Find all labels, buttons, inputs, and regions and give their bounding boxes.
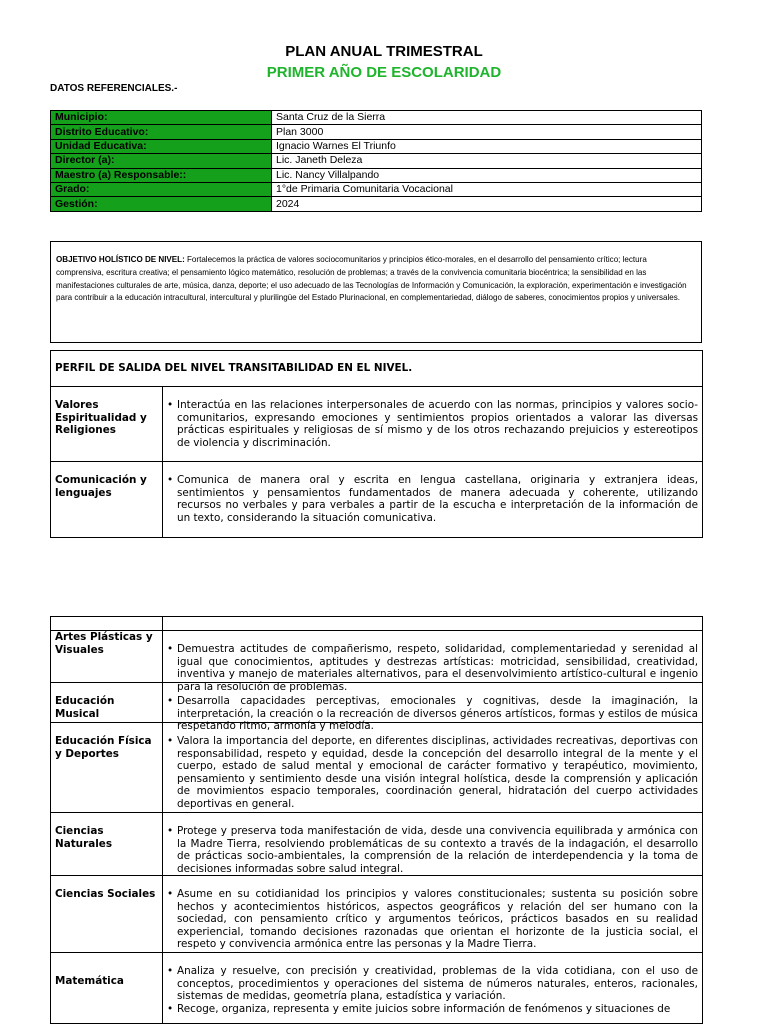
- area-description: [163, 462, 702, 537]
- section-label: DATOS REFERENCIALES.-: [50, 83, 178, 94]
- empty-cell: [51, 617, 163, 630]
- datos-referenciales-table: [50, 110, 702, 212]
- area-label: Valores Espiritualidad y Religiones: [51, 387, 163, 461]
- area-label: Ciencias Sociales: [51, 876, 163, 952]
- document-subtitle: PRIMER AÑO DE ESCOLARIDAD: [266, 64, 502, 81]
- area-description: [163, 723, 702, 812]
- row-key: Distrito Educativo:: [51, 125, 272, 139]
- list-item: • Interactúa en las relaciones interpersonales de acuerdo con las normas, principios y valores socio-comunitarios, expresando emociones y sentimientos propios orientados a valorar las diversas prácticas espirituales y religiosas de sí mismo y de los otros rechazando prejuicios y estereotipos de violencia y discriminación.: [167, 399, 698, 449]
- list-item: • Analiza y resuelve, con precisión y creatividad, problemas de la vida cotidiana, con el uso de conceptos, procedimientos y operaciones del sistema de números naturales, enteros, racionales, sistemas de medidas, geometría plana, estadística y variación.: [167, 965, 698, 1003]
- row-key: Municipio:: [51, 111, 272, 125]
- area-description: [163, 387, 702, 461]
- table-row: [51, 182, 702, 196]
- row-value: Lic. Janeth Deleza: [272, 154, 702, 168]
- row-value: 2024: [272, 197, 702, 211]
- table-row: [51, 462, 702, 537]
- area-label: Matemática: [51, 953, 163, 1023]
- perfil-header: PERFIL DE SALIDA DEL NIVEL TRANSITABILIDAD EN EL NIVEL.: [51, 351, 702, 387]
- table-row: [51, 197, 702, 211]
- list-item: • Recoge, organiza, representa y emite juicios sobre información de fenómenos y situaciones de: [167, 1003, 698, 1016]
- area-description: [163, 876, 702, 952]
- row-value: Plan 3000: [272, 125, 702, 139]
- list-item: • Demuestra actitudes de compañerismo, respeto, solidaridad, complementariedad y serenidad al igual que conocimientos, aptitudes y destrezas artísticas: motricidad, sensibilidad, creatividad, inventiva y manejo de materiales alternativos, para el desenvolvimiento artístico-cultural e ingenio para la resolución de problemas.: [167, 643, 698, 693]
- table-row: [51, 953, 702, 1023]
- area-label: Ciencias Naturales: [51, 813, 163, 875]
- row-value: Santa Cruz de la Sierra: [272, 111, 702, 125]
- row-key: Director (a):: [51, 154, 272, 168]
- table-row: [51, 168, 702, 182]
- table-row: [51, 617, 702, 631]
- area-label: Educación Musical: [51, 683, 163, 722]
- table-row: [51, 876, 702, 953]
- area-label: Educación Física y Deportes: [51, 723, 163, 812]
- table-row: [51, 723, 702, 813]
- row-key: Gestión:: [51, 197, 272, 211]
- table-row: [51, 813, 702, 876]
- row-value: Lic. Nancy Villalpando: [272, 168, 702, 182]
- list-item: • Valora la importancia del deporte, en diferentes disciplinas, actividades recreativas, deportivas con responsabilidad, respeto y equidad, desde la concepción del desarrollo integral de la mente y el cuerpo, estado de salud mental y emocional de carácter formativo y terapéutico, movimiento, pensamiento y sentimiento desde una visión integral holística, desde la comprensión y aplicación de movimientos espacio temporales, coordinación general, hidratación del cuerpo actividades deportivas en general.: [167, 735, 698, 811]
- perfil-salida-table-continued: [50, 616, 703, 1024]
- empty-cell: [163, 617, 702, 630]
- row-value: 1°de Primaria Comunitaria Vocacional: [272, 182, 702, 196]
- objetivo-text: Fortalecemos la práctica de valores sociocomunitarios y principios ético-morales, en el desarrollo del pensamiento crítico; lectura comprensiva, escritura creativa; el pensamiento lógico matemático, resolución de problemas; a través de la convivencia comunitaria biocéntrica; la sensibilidad en las manifestaciones culturales de arte, música, danza, deporte; el uso adecuado de las Tecnologías de Información y Comunicación, la exploración, experimentación e investigación para contribuir a la educación intracultural, intercultural y plurilingüe del Estado Plurinacional, en complementariedad, diálogo de saberes, conocimientos propios y universales.: [56, 255, 687, 303]
- list-item: • Asume en su cotidianidad los principios y valores constitucionales; sustenta su posición sobre hechos y acontecimientos históricos, aspectos geográficos y relación del ser humano con la sociedad, con pensamiento crítico y argumentos teóricos, prácticos basados en su realidad experiencial, tomando decisiones razonadas que orientan el horizonte de la justicia social, el respeto y convivencia armónica entre las personas y la Madre Tierra.: [167, 888, 698, 951]
- area-description: [163, 631, 702, 693]
- table-row: [51, 387, 702, 462]
- row-value: Ignacio Warnes El Triunfo: [272, 139, 702, 153]
- row-key: Maestro (a) Responsable::: [51, 168, 272, 182]
- area-label: Comunicación y lenguajes: [51, 462, 163, 537]
- area-description: [163, 953, 702, 1023]
- objetivo-holistico-box: [50, 241, 702, 343]
- area-label: Artes Plásticas y Visuales: [51, 631, 163, 682]
- list-item: • Comunica de manera oral y escrita en lengua castellana, originaria y extranjera ideas, sentimientos y pensamientos fundamentados de manera adecuada y coherente, utilizando recursos no verbales y para verbales a partir de la escucha e interpretación de la información de un texto, considerando la situación comunicativa.: [167, 474, 698, 524]
- table-row: [51, 111, 702, 125]
- row-key: Unidad Educativa:: [51, 139, 272, 153]
- area-description: [163, 813, 702, 875]
- table-row: [51, 125, 702, 139]
- table-row: [51, 631, 702, 693]
- list-item: • Desarrolla capacidades perceptivas, emocionales y cognitivas, desde la imaginación, la interpretación, la creación o la recreación de diversos géneros artísticos, formas y estilos de música respetando ritmo, armonía y melodía.: [167, 695, 698, 733]
- table-row: [51, 139, 702, 153]
- list-item: • Protege y preserva toda manifestación de vida, desde una convivencia equilibrada y armónica con la Madre Tierra, resolviendo problemáticas de su contexto a través de la indagación, el desarrollo de prácticas socio-ambientales, la comprensión de la relación de interdependencia y la toma de decisiones informadas sobre salud integral.: [167, 825, 698, 875]
- row-key: Grado:: [51, 182, 272, 196]
- objetivo-label: OBJETIVO HOLÍSTICO DE NIVEL:: [56, 255, 185, 264]
- document-title: PLAN ANUAL TRIMESTRAL: [285, 43, 483, 60]
- table-row: [51, 154, 702, 168]
- perfil-salida-table: [50, 350, 703, 538]
